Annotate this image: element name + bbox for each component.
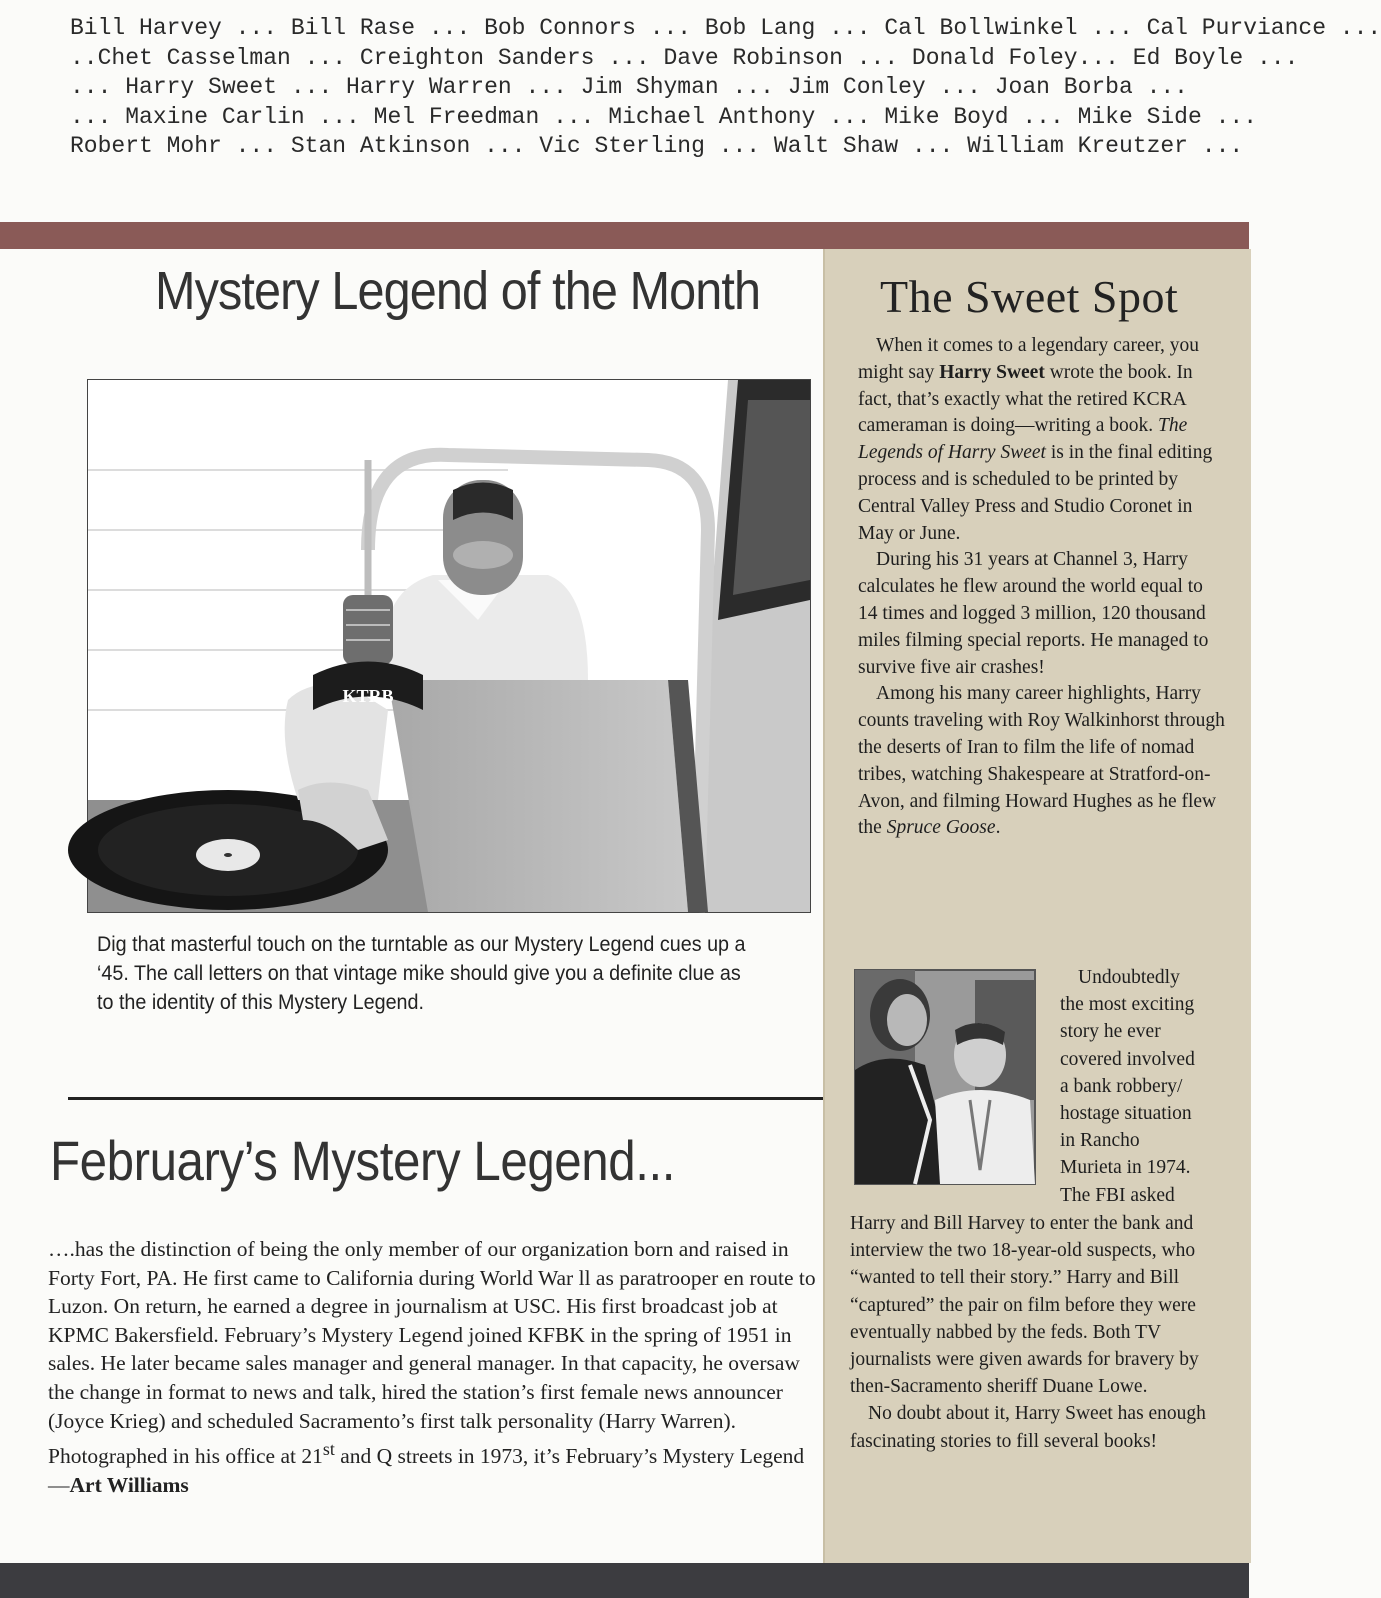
wrap-line: the most exciting <box>1060 994 1195 1016</box>
p1-text-b: wrote the book. In fact, that’s exactly what the retired KCRA cameraman is doing—writing a book. <box>858 361 1193 437</box>
names-list <box>70 14 1381 162</box>
spruce-goose: Spruce Goose <box>886 817 996 839</box>
february-body <box>48 1235 823 1500</box>
p1-text-a: When it comes to a legendary career, you might say <box>858 335 1199 383</box>
february-paragraph <box>48 1235 823 1500</box>
header-divider-band <box>0 222 1249 249</box>
ordinal-suffix: st <box>322 1439 335 1460</box>
wrap-line: a bank robbery/ <box>1060 1075 1183 1097</box>
february-text: ….has the distinction of being the only member of our organization born and raised in Forty Fort, PA. He first came to California during World War ll as paratrooper en route to Luzon. On return, he earned a degree in journalism at USC. His first broadcast job at KPMC Bakersfield. February’s Mystery Legend joined KFBK in the spring of 1951 in sales. He later became sales manager and general manager. In that capacity, he oversaw the change in format to news and talk, hired the station’s first female news announcer (Joyce Krieg) and scheduled Sacramento’s first talk personality (Harry Warren). Photographed in his office at 21 <box>48 1237 816 1469</box>
wrap-line: Murieta in 1974. <box>1060 1157 1191 1179</box>
wrap-line: hostage situation <box>1060 1103 1192 1125</box>
caption-line: to the identity of this Mystery Legend. <box>97 991 424 1014</box>
sweet-spot-body <box>858 333 1226 842</box>
names-line: Bill Harvey ... Bill Rase ... Bob Connors ... Bob Lang ... Cal Bollwinkel ... Cal Purviance ... <box>70 15 1381 41</box>
photo-caption <box>97 930 755 1017</box>
book-title: The Legends of Harry Sweet <box>858 415 1188 464</box>
mic-call-letters: KTRB <box>342 686 394 706</box>
names-line: ... Maxine Carlin ... Mel Freedman ... Michael Anthony ... Mike Boyd ... Mike Side ... <box>70 103 1257 130</box>
p1-text-c: is in the final editing process and is scheduled to be printed by Central Valley Press and Studio Coronet in May or June. <box>858 442 1213 544</box>
names-line: ..Chet Casselman ... Creighton Sanders ... Dave Robinson ... Donald Foley... Ed Boyle ... <box>70 44 1299 71</box>
sweet-spot-body-continued <box>850 1210 1225 1455</box>
february-headline: February’s Mystery Legend... <box>50 1129 675 1192</box>
sweet-wrap-text <box>1060 964 1220 1209</box>
caption-line: Dig that masterful touch on the turntable as our Mystery Legend cues up a <box>97 933 746 956</box>
wrap-line: in Rancho <box>1060 1130 1140 1152</box>
sweet-paragraph-3 <box>858 681 1226 842</box>
sweet-paragraph-2: During his 31 years at Channel 3, Harry calculates he flew around the world equal to 14 times and logged 3 million, 120 thousand miles filming special reports. He managed to survive five air crashes! <box>858 549 1209 678</box>
wrap-line: The FBI asked <box>1060 1184 1175 1206</box>
p3-text-b: . <box>995 817 1001 839</box>
wrap-line: Undoubtedly <box>1078 967 1180 988</box>
wrap-line: covered involved <box>1060 1048 1195 1070</box>
mystery-legend-headline: Mystery Legend of the Month <box>155 261 761 321</box>
sweet-paragraph-5: No doubt about it, Harry Sweet has enough fascinating stories to fill several books! <box>850 1403 1206 1452</box>
section-divider <box>68 1097 823 1100</box>
harry-sweet-photo <box>855 970 1035 1184</box>
p3-text-a: Among his many career highlights, Harry counts traveling with Roy Walkinhorst through the deserts of Iran to film the life of nomad tribes, watching Shakespeare at Stratford-on-Avon, and filming Howard Hughes as he flew the <box>858 683 1225 839</box>
names-line: ... Harry Sweet ... Harry Warren ... Jim Shyman ... Jim Conley ... Joan Borba ... <box>70 74 1188 100</box>
caption-line: ‘45. The call letters on that vintage mike should give you a definite clue as <box>97 962 741 985</box>
february-text-cont: and Q streets in 1973, it’s February’s Mystery Legend— <box>48 1444 805 1497</box>
harry-sweet-name: Harry Sweet <box>939 361 1045 383</box>
sweet-spot-title: The Sweet Spot <box>880 271 1179 322</box>
names-line: Robert Mohr ... Stan Atkinson ... Vic Sterling ... Walt Shaw ... William Kreutzer ... <box>70 133 1244 159</box>
sweet-paragraph-4: Harry and Bill Harvey to enter the bank and interview the two 18-year-old suspects, who “wanted to tell their story.” Harry and Bill “captured” the pair on film before they were eventually nabbed by the feds. Both TV journalists were given awards for bravery by then-Sacramento sheriff Duane Lowe. <box>850 1213 1199 1398</box>
sweet-paragraph-1 <box>858 333 1226 547</box>
footer-band <box>0 1563 1249 1598</box>
wrap-line: story he ever <box>1060 1021 1161 1043</box>
turntable-microphone-photo <box>88 380 810 912</box>
legend-answer: Art Williams <box>69 1472 189 1497</box>
